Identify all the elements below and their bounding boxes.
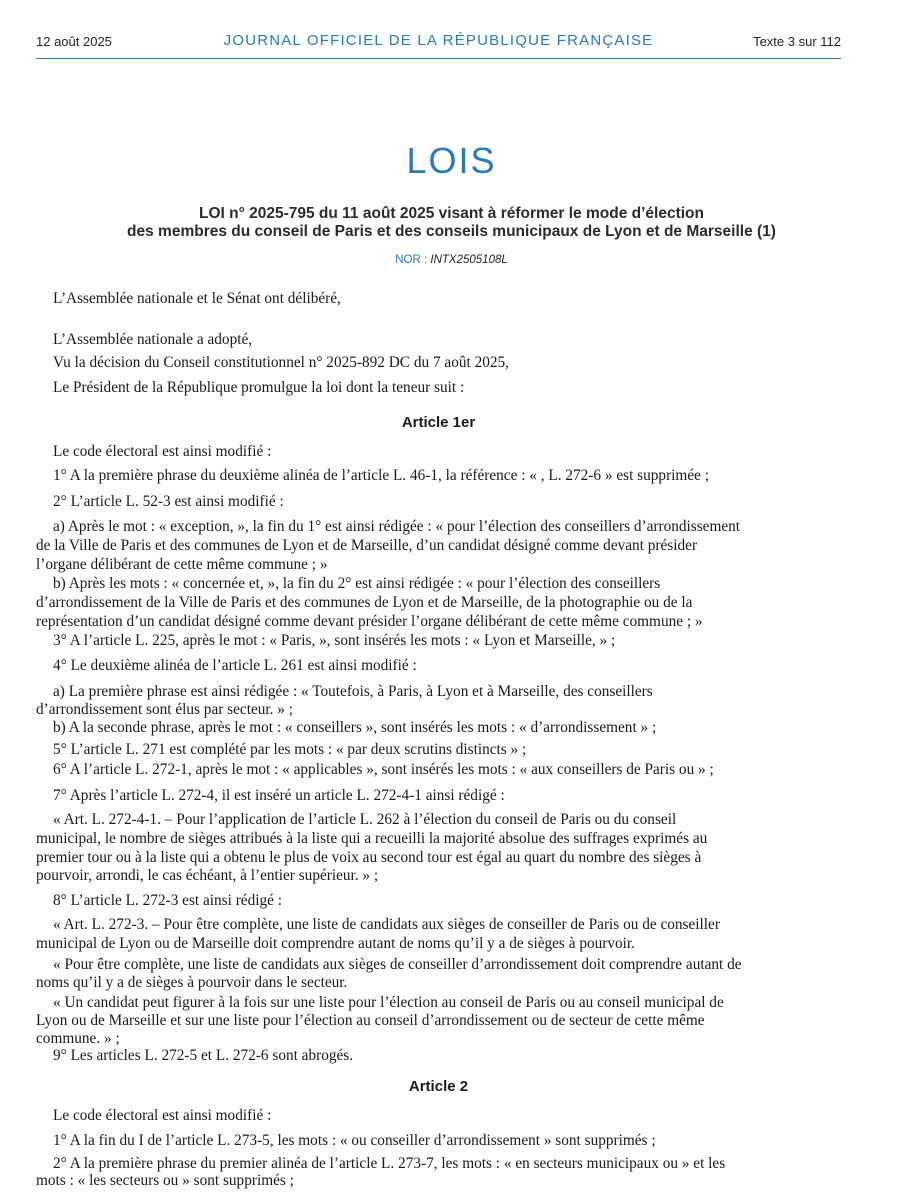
preamble-paragraph: Le Président de la République promulgue la loi dont la teneur suit :: [53, 379, 465, 396]
paragraph-line: 2° A la première phrase du premier alinéa de l’article L. 273-7, les mots : « en secteurs municipaux ou » et les: [53, 1155, 726, 1172]
paragraph: 7° Après l’article L. 272-4, il est inséré un article L. 272-4-1 ainsi rédigé :: [53, 787, 505, 804]
paragraph-line: de la Ville de Paris et des communes de Lyon et de Marseille, d’un candidat désigné comme devant présider: [36, 537, 698, 554]
paragraph-line: a) Après le mot : « exception, », la fin du 1° est ainsi rédigée : « pour l’élection des conseillers d’arrondissement: [53, 518, 741, 535]
paragraph-line: mots : « les secteurs ou » sont supprimés ;: [36, 1172, 294, 1189]
nor-value: INTX2505108L: [430, 254, 508, 266]
page-header: [36, 30, 841, 54]
preamble-paragraph: L’Assemblée nationale et le Sénat ont délibéré,: [53, 290, 341, 307]
paragraph-line: d’arrondissement sont élus par secteur. » ;: [36, 701, 294, 718]
header-divider: [36, 58, 841, 59]
paragraph: 1° A la fin du I de l’article L. 273-5, les mots : « ou conseiller d’arrondissement » sont supprimés ;: [53, 1132, 656, 1149]
paragraph-line: « Un candidat peut figurer à la fois sur une liste pour l’élection au conseil de Paris ou au conseil municipal de: [53, 994, 724, 1011]
paragraph: 3° A l’article L. 225, après le mot : « Paris, », sont insérés les mots : « Lyon et Marseille, » ;: [53, 632, 616, 649]
article-heading: Article 1er: [401, 414, 476, 431]
paragraph-line: pourvoir, arrondi, le cas échéant, à l’entier supérieur. » ;: [36, 867, 379, 884]
paragraph-line: premier tour ou à la liste qui a obtenu le plus de voix au second tour est égal au quart du nombre des sièges à: [36, 849, 702, 866]
paragraph-line: représentation d’un candidat désigné comme devant présider l’organe délibérant de cette même commune ; »: [36, 613, 703, 630]
paragraph-line: « Art. L. 272-4-1. – Pour l’application de l’article L. 262 à l’élection du conseil de Paris ou du conseil: [53, 811, 677, 828]
paragraph-line: a) La première phrase est ainsi rédigée : « Toutefois, à Paris, à Lyon et à Marseille, des conseillers: [53, 683, 653, 700]
paragraph-line: l’organe délibérant de cette même commune ; »: [36, 556, 328, 573]
paragraph-line: « Pour être complète, une liste de candidats aux sièges de conseiller d’arrondissement doit comprendre autant de: [53, 956, 742, 973]
preamble-paragraph: L’Assemblée nationale a adopté,: [53, 331, 253, 348]
paragraph-line: « Art. L. 272-3. – Pour être complète, une liste de candidats aux sièges de conseiller de Paris ou de conseiller: [53, 916, 720, 933]
nor-label: NOR :: [395, 254, 428, 266]
paragraph: Le code électoral est ainsi modifié :: [53, 443, 272, 460]
paragraph-line: noms qu’il y a de sièges à pourvoir dans le secteur.: [36, 974, 348, 991]
law-title: [40, 205, 863, 241]
section-title: LOIS: [406, 140, 497, 181]
article-heading: Article 2: [408, 1078, 469, 1095]
paragraph: b) A la seconde phrase, après le mot : « conseillers », sont insérés les mots : « d’arrondissement » ;: [53, 719, 657, 736]
journal-title: JOURNAL OFFICIEL DE LA RÉPUBLIQUE FRANÇAISE: [223, 32, 654, 49]
page-reference: Texte 3 sur 112: [753, 34, 841, 49]
paragraph: 6° A l’article L. 272-1, après le mot : « applicables », sont insérés les mots : « aux conseillers de Paris ou » ;: [53, 761, 714, 778]
paragraph-line: b) Après les mots : « concernée et, », la fin du 2° est ainsi rédigée : « pour l’élection des conseillers: [53, 575, 661, 592]
paragraph: 8° L’article L. 272-3 est ainsi rédigé :: [53, 892, 282, 909]
paragraph: Le code électoral est ainsi modifié :: [53, 1107, 272, 1124]
paragraph-line: d’arrondissement de la Ville de Paris et des communes de Lyon et de Marseille, de la photographie ou de la: [36, 594, 693, 611]
law-title-line: LOI n° 2025-795 du 11 août 2025 visant à réformer le mode d’élection: [199, 205, 704, 222]
law-title-line: des membres du conseil de Paris et des conseils municipaux de Lyon et de Marseille (1): [127, 223, 776, 240]
paragraph-line: municipal, le nombre de sièges attribués à la liste qui a recueilli la majorité absolue des suffrages exprimés au: [36, 830, 708, 847]
paragraph: 9° Les articles L. 272-5 et L. 272-6 sont abrogés.: [53, 1047, 354, 1064]
publication-date: 12 août 2025: [36, 34, 112, 49]
nor-reference: [0, 254, 903, 266]
paragraph: 2° L’article L. 52-3 est ainsi modifié :: [53, 493, 284, 510]
paragraph-line: commune. » ;: [36, 1030, 120, 1047]
paragraph: 4° Le deuxième alinéa de l’article L. 261 est ainsi modifié :: [53, 657, 417, 674]
paragraph-line: municipal de Lyon ou de Marseille doit comprendre autant de noms qu’il y a de sièges à pourvoir.: [36, 935, 635, 952]
paragraph: 5° L’article L. 271 est complété par les mots : « par deux scrutins distincts » ;: [53, 741, 527, 758]
paragraph-line: Lyon ou de Marseille et sur une liste pour l’élection au conseil d’arrondissement ou de secteur de cette même: [36, 1012, 705, 1029]
paragraph: 1° A la première phrase du deuxième alinéa de l’article L. 46-1, la référence : « , L. 272-6 » est supprimée ;: [53, 467, 709, 484]
preamble-paragraph: Vu la décision du Conseil constitutionnel n° 2025-892 DC du 7 août 2025,: [53, 354, 509, 371]
